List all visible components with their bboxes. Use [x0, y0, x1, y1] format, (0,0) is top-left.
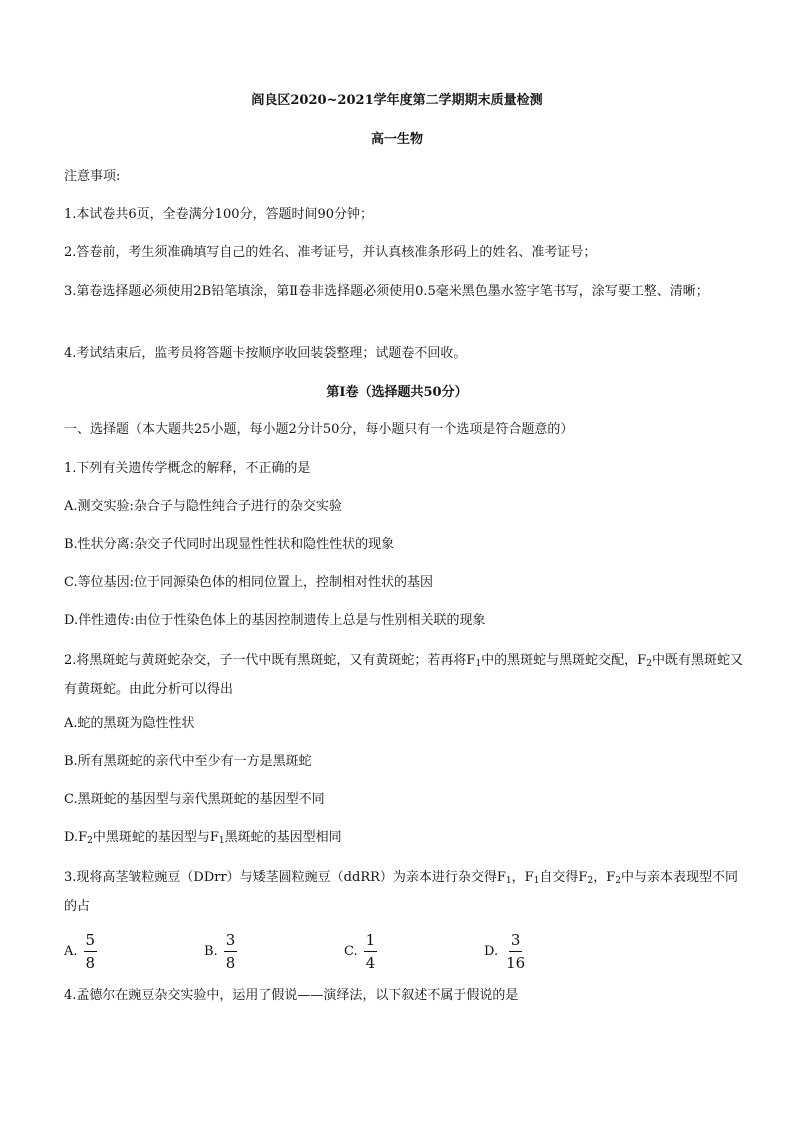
note-item: 3.第卷选择题必须使用2B铅笔填涂，第Ⅱ卷非选择题必须使用0.5毫米黑色墨水签字笔书写，涂写要工整、清晰； — [64, 284, 709, 299]
section-title: 第Ⅰ卷（选择题共50分） — [326, 385, 468, 400]
fraction: $\frac{3}{16}$ — [506, 930, 526, 972]
question-3-option-b: B. $\frac{3}{8}$ — [204, 930, 236, 972]
notes-heading: 注意事项: — [64, 169, 121, 184]
question-1-option-b: B.性状分离:杂交子代同时出现显性性状和隐性性状的现象 — [64, 537, 395, 552]
question-1-option-d: D.伴性遗传:由位于性染色体上的基因控制遗传上总是与性别相关联的现象 — [64, 613, 486, 628]
note-item: 1.本试卷共6页，全卷满分100分，答题时间90分钟； — [64, 207, 374, 222]
fraction: $\frac{1}{4}$ — [365, 930, 376, 972]
question-3-option-d: D. $\frac{3}{16}$ — [484, 930, 526, 972]
question-3-option-a: A. $\frac{5}{8}$ — [64, 930, 96, 972]
question-2-option-b: B.所有黑斑蛇的亲代中至少有一方是黑斑蛇 — [64, 754, 312, 769]
question-1-option-c: C.等位基因:位于同源染色体的相同位置上，控制相对性状的基因 — [64, 575, 433, 590]
question-2-option-a: A.蛇的黑斑为隐性性状 — [64, 716, 195, 731]
question-3-options — [64, 930, 744, 972]
question-1-stem: 1.下列有关遗传学概念的解释，不正确的是 — [64, 461, 311, 476]
question-3-option-c: C. $\frac{1}{4}$ — [344, 930, 376, 972]
question-3-stem: 3.现将高茎皱粒豌豆（DDrr）与矮茎圆粒豌豆（ddRR）为亲本进行杂交得$F_1$，$F_1$自交得$F_2$，$F_2$中与亲本表现型不同的占 — [64, 870, 738, 914]
exam-subject: 高一生物 — [370, 132, 423, 147]
question-4-stem: 4.孟德尔在豌豆杂交实验中，运用了假说——演绎法，以下叙述不属于假说的是 — [64, 988, 519, 1003]
question-2-stem: 2.将黑斑蛇与黄斑蛇杂交，子一代中既有黑斑蛇，又有黄斑蛇；若再将$F_1$中的黑斑蛇与黑斑蛇交配，$F_2$中既有黑斑蛇又有黄斑蛇。由此分析可以得出 — [64, 653, 743, 697]
note-item: 4.考试结束后，监考员将答题卡按顺序收回装袋整理；试题卷不回收。 — [64, 346, 467, 361]
question-1-option-a: A.测交实验:杂合子与隐性纯合子进行的杂交实验 — [64, 499, 342, 514]
fraction: $\frac{5}{8}$ — [85, 930, 96, 972]
section-instruction: 一、选择题（本大题共25小题，每小题2分计50分，每小题只有一个选项是符合题意的） — [64, 422, 574, 437]
exam-title: 阎良区2020~2021学年度第二学期期末质量检测 — [251, 93, 543, 108]
note-item: 2.答卷前，考生须准确填写自己的姓名、准考证号，并认真核准条形码上的姓名、准考证号； — [64, 245, 597, 260]
question-2-option-c: C.黑斑蛇的基因型与亲代黑斑蛇的基因型不同 — [64, 792, 325, 807]
question-2-option-d: $D.F_2$中黑斑蛇的基因型与$F_1$黑斑蛇的基因型相同 — [64, 830, 342, 846]
fraction: $\frac{3}{8}$ — [225, 930, 236, 972]
